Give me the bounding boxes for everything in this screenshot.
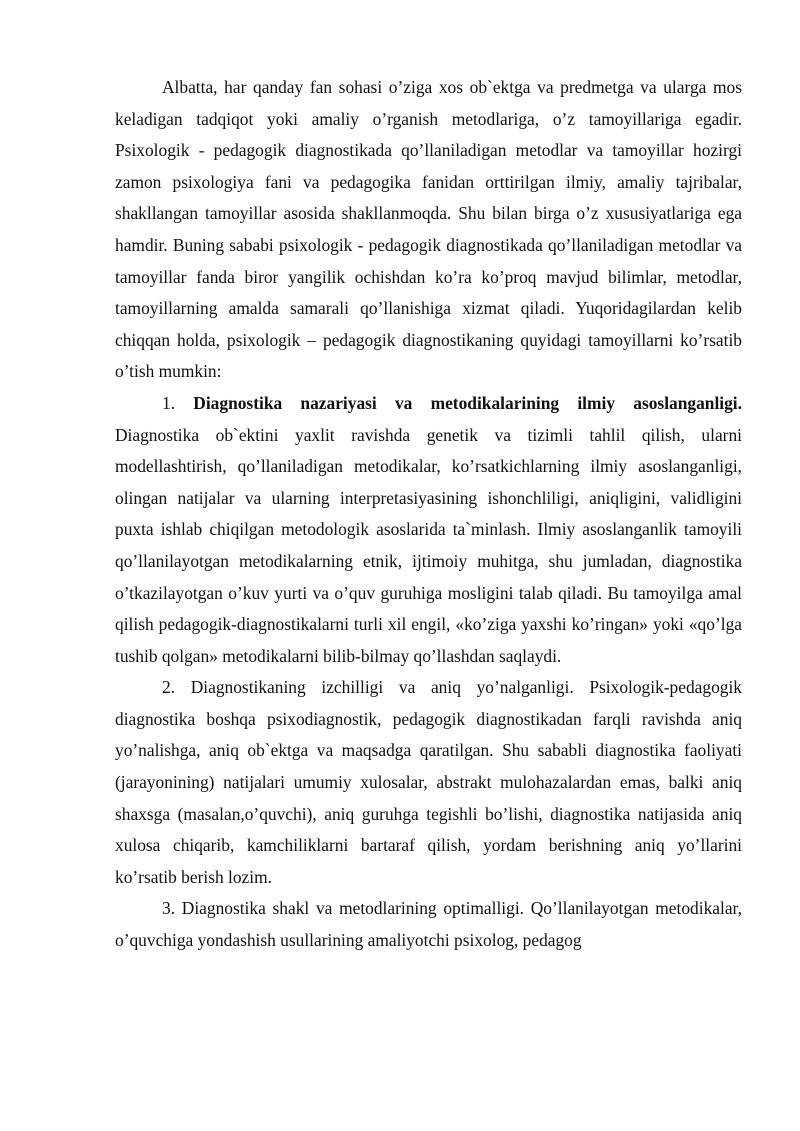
- paragraph-principle-3: 3. Diagnostika shakl va metodlarining optimalligi. Qo’llanilayotgan metodikalar, o’quvchiga yondashish usullarining amaliyotchi psixolog, pedagog: [115, 898, 742, 951]
- paragraph-intro: Albatta, har qanday fan sohasi o’ziga xos ob`ektga va predmetga va ularga mos keladigan tadqiqot yoki amaliy o’rganish metodlariga, o’z tamoyillariga egadir. Psixologik - pedagogik diagnostikada qo’llaniladigan metodlar va tamoyillar hozirgi zamon psixologiya fani va pedagogika fanidan orttirilgan ilmiy, amaliy tajribalar, shakllangan tamoyillar asosida shakllanmoqda. Shu bilan birga o’z xususiyatlariga ega hamdir. Buning sababi psixologik - pedagogik diagnostikada qo’llaniladigan metodlar va tamoyillar fanda biror yangilik ochishdan ko’ra ko’proq mavjud bilimlar, metodlar, tamoyillarning amalda samarali qo’llanishiga xizmat qiladi. Yuqoridagilardan kelib chiqqan holda, psixologik – pedagogik diagnostikaning quyidagi tamoyillarni ko’rsatib o’tish mumkin:: [115, 77, 742, 382]
- principle-1-body: Diagnostika ob`ektini yaxlit ravishda genetik va tizimli tahlil qilish, ularni modellashtirish, qo’llaniladigan metodikalar, ko’rsatkichlarning ilmiy asoslanganligi, olingan natijalar va ularning interpretasiyasining ishonchliligi, aniqligini, validligini puxta ishlab chiqilgan metodologik asoslarida ta`minlash. Ilmiy asoslanganlik tamoyili qo’llanilayotgan metodikalarning etnik, ijtimoiy muhitga, shu jumladan, diagnostika o’tkazilayotgan o’kuv yurti va o’quv guruhiga mosligini talab qiladi. Bu tamoyilga amal qilish pedagogik-diagnostikalarni turli xil engil, «ko’ziga yaxshi ko’ringan» yoki «qo’lga tushib qolgan» metodikalarni bilib-bilmay qo’llashdan saqlaydi.: [115, 424, 742, 666]
- document-page: [115, 72, 742, 957]
- principle-1-heading: Diagnostika nazariyasi va metodikalarining ilmiy asoslanganligi.: [193, 392, 742, 413]
- principle-1-number: 1.: [162, 392, 194, 413]
- paragraph-principle-1: [115, 388, 742, 672]
- paragraph-principle-2: 2. Diagnostikaning izchilligi va aniq yo’nalganligi. Psixologik-pedagogik diagnostika boshqa psixodiagnostik, pedagogik diagnostikadan farqli ravishda aniq yo’nalishga, aniq ob`ektga va maqsadga qaratilgan. Shu sababli diagnostika faoliyati (jarayonining) natijalari umumiy xulosalar, abstrakt mulohazalardan emas, balki aniq shaxsga (masalan,o’quvchi), aniq guruhga tegishli bo’lishi, diagnostika natijasida aniq xulosa chiqarib, kamchiliklarni bartaraf qilish, yordam berishning aniq yo’llarini ko’rsatib berish lozim.: [115, 677, 742, 887]
